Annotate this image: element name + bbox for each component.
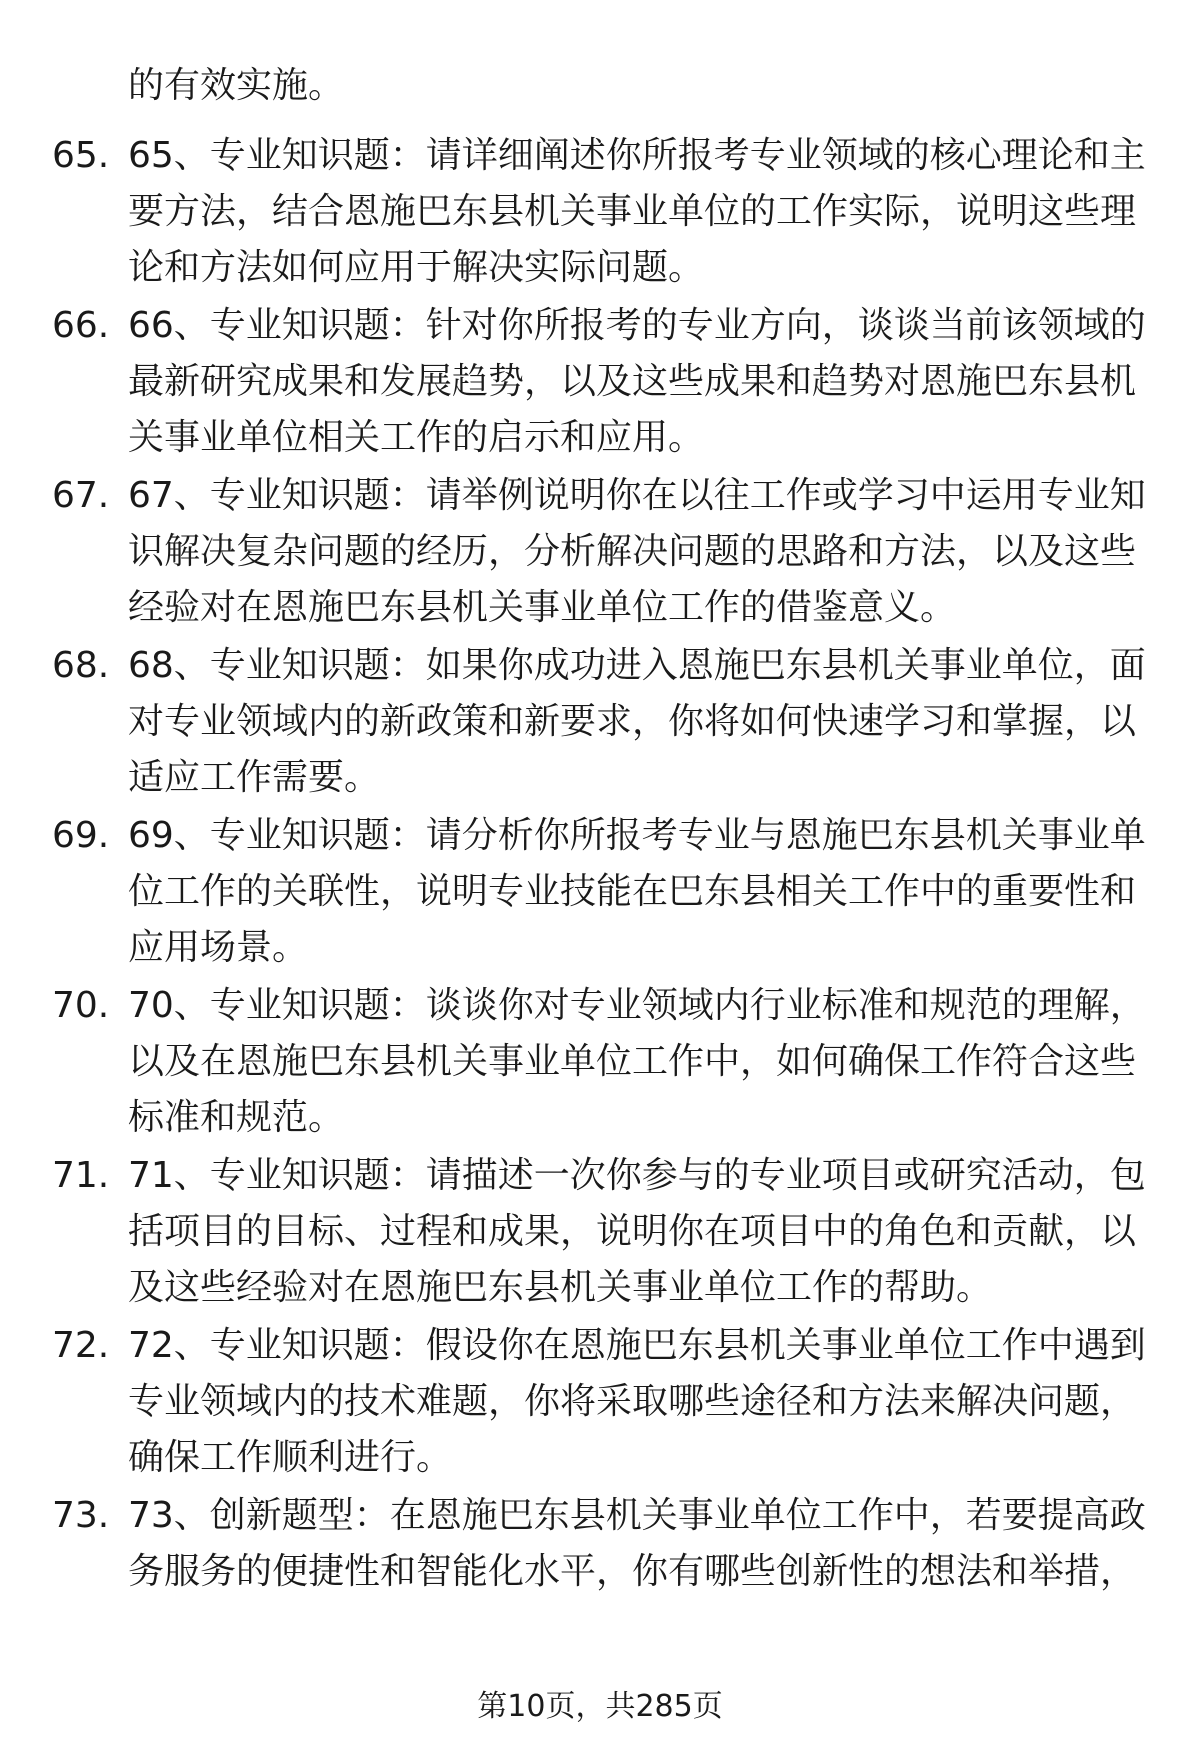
text-line: 对专业领域内的新政策和新要求，你将如何快速学习和掌握，以	[128, 701, 1137, 742]
text-line: 适应工作需要。	[128, 757, 381, 798]
list-item-text	[128, 808, 1146, 976]
text-line: 及这些经验对在恩施巴东县机关事业单位工作的帮助。	[128, 1267, 993, 1308]
list-item-number: 65.	[52, 135, 110, 176]
text-line: 经验对在恩施巴东县机关事业单位工作的借鉴意义。	[128, 587, 957, 628]
text-line: 69、专业知识题：请分析你所报考专业与恩施巴东县机关事业单	[128, 815, 1146, 856]
list-item-text	[128, 638, 1146, 806]
text-line: 65、专业知识题：请详细阐述你所报考专业领域的核心理论和主	[128, 135, 1146, 176]
page-footer: 第10页，共285页	[477, 1689, 723, 1724]
list-item-text	[128, 468, 1146, 636]
text-line: 要方法，结合恩施巴东县机关事业单位的工作实际，说明这些理	[128, 191, 1137, 232]
text-line: 68、专业知识题：如果你成功进入恩施巴东县机关事业单位，面	[128, 645, 1146, 686]
text-line: 确保工作顺利进行。	[128, 1437, 453, 1478]
text-line: 识解决复杂问题的经历，分析解决问题的思路和方法，以及这些	[128, 531, 1137, 572]
list-item-number: 69.	[52, 815, 110, 856]
list-item-text	[128, 978, 1146, 1146]
text-line: 位工作的关联性，说明专业技能在巴东县相关工作中的重要性和	[128, 871, 1137, 912]
text-line: 67、专业知识题：请举例说明你在以往工作或学习中运用专业知	[128, 475, 1146, 516]
text-line: 应用场景。	[128, 927, 309, 968]
text-line: 66、专业知识题：针对你所报考的专业方向，谈谈当前该领域的	[128, 305, 1146, 346]
text-line: 专业领域内的技术难题，你将采取哪些途径和方法来解决问题，	[128, 1381, 1137, 1422]
list-item-text	[128, 1488, 1146, 1600]
list-item-number: 67.	[52, 475, 110, 516]
list-item-number: 71.	[52, 1155, 110, 1196]
text-line: 务服务的便捷性和智能化水平，你有哪些创新性的想法和举措，	[128, 1551, 1137, 1592]
list-item-text	[128, 1318, 1146, 1486]
list-item-number: 73.	[52, 1495, 110, 1536]
text-line: 括项目的目标、过程和成果，说明你在项目中的角色和贡献，以	[128, 1211, 1137, 1252]
list-item-text	[128, 298, 1146, 466]
list-item-number: 72.	[52, 1325, 110, 1366]
text-line: 标准和规范。	[128, 1097, 345, 1138]
list-item-number: 68.	[52, 645, 110, 686]
list-item-number: 70.	[52, 985, 110, 1026]
text-line: 以及在恩施巴东县机关事业单位工作中，如何确保工作符合这些	[128, 1041, 1137, 1082]
list-item-number: 66.	[52, 305, 110, 346]
continuation-text: 的有效实施。	[128, 65, 345, 106]
text-line: 最新研究成果和发展趋势，以及这些成果和趋势对恩施巴东县机	[128, 361, 1137, 402]
text-line: 73、创新题型：在恩施巴东县机关事业单位工作中，若要提高政	[128, 1495, 1146, 1536]
text-line: 论和方法如何应用于解决实际问题。	[128, 247, 705, 288]
text-line: 71、专业知识题：请描述一次你参与的专业项目或研究活动，包	[128, 1155, 1146, 1196]
text-line: 72、专业知识题：假设你在恩施巴东县机关事业单位工作中遇到	[128, 1325, 1146, 1366]
text-line: 70、专业知识题：谈谈你对专业领域内行业标准和规范的理解，	[128, 985, 1146, 1026]
text-line: 关事业单位相关工作的启示和应用。	[128, 417, 705, 458]
list-item-text	[128, 1148, 1146, 1316]
list-item-text	[128, 128, 1146, 296]
